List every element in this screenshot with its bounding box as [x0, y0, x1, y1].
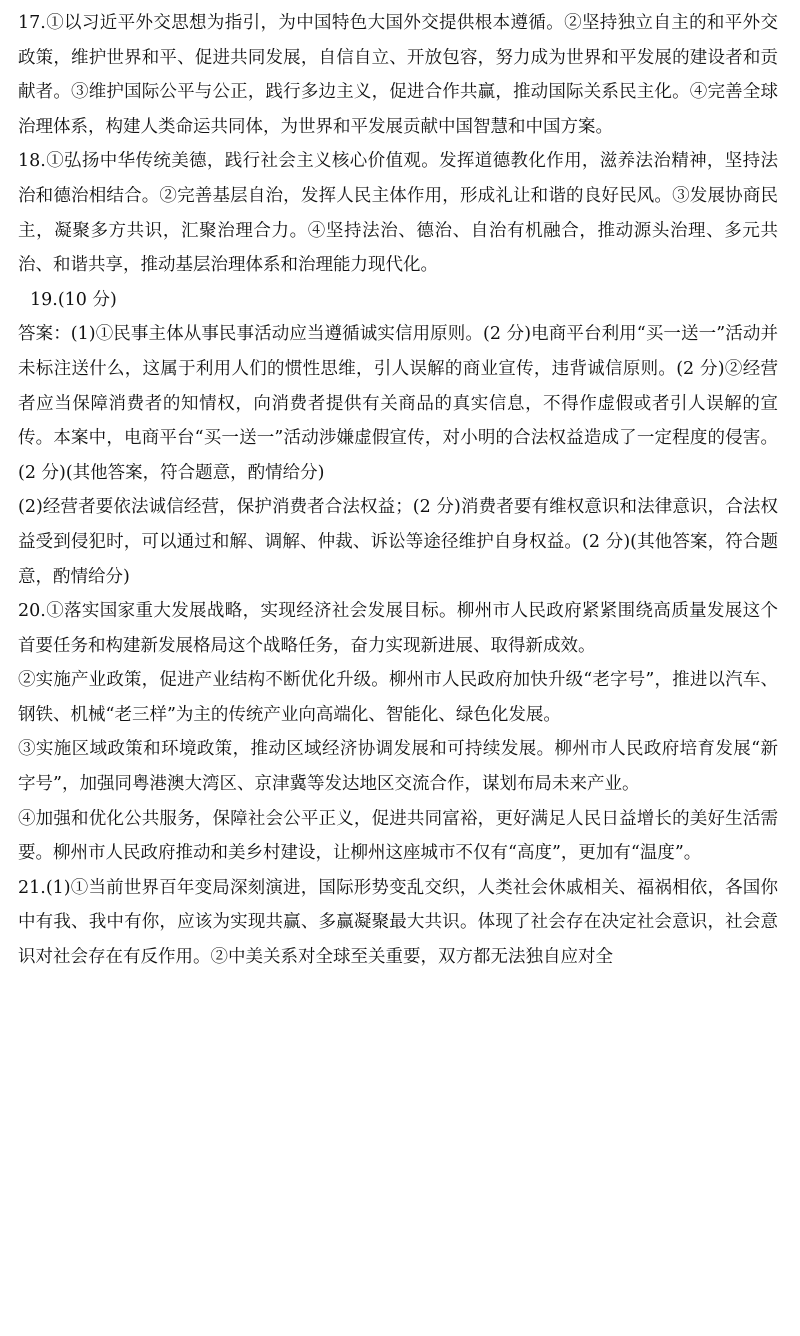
answer-19-part1-paragraph: 答案：(1)①民事主体从事民事活动应当遵循诚实信用原则。(2 分)电商平台利用“买一送一”活动并未标注送什么，这属于利用人们的惯性思维，引人误解的商业宣传，违背诚信原则。(2 分)②经营者应当保障消费者的知情权，向消费者提供有关商品的真实信息，不得作虚假或者引人误解的宣传。本案中，电商平台“买一送一”活动涉嫌虚假宣传，对小明的合法权益造成了一定程度的侵害。(2 分)(其他答案，符合题意，酌情给分)	[18, 324, 778, 483]
answer-19-part2-paragraph: (2)经营者要依法诚信经营，保护消费者合法权益；(2 分)消费者要有维权意识和法律意识，合法权益受到侵犯时，可以通过和解、调解、仲裁、诉讼等途径维护自身权益。(2 分)(其他答案，符合题意，酌情给分)	[18, 497, 778, 587]
answer-20-paragraph-1: 20.①落实国家重大发展战略，实现经济社会发展目标。柳州市人民政府紧紧围绕高质量发展这个首要任务和构建新发展格局这个战略任务，奋力实现新进展、取得新成效。	[18, 601, 778, 656]
answer-18-paragraph: 18.①弘扬中华传统美德，践行社会主义核心价值观。发挥道德教化作用，滋养法治精神，坚持法治和德治相结合。②完善基层自治，发挥人民主体作用，形成礼让和谐的良好民风。③发展协商民主，凝聚多方共识，汇聚治理合力。④坚持法治、德治、自治有机融合，推动源头治理、多元共治、和谐共享，推动基层治理体系和治理能力现代化。	[18, 151, 778, 276]
question-19-heading: 19.(10 分)	[30, 289, 117, 310]
answer-20-paragraph-4: ④加强和优化公共服务，保障社会公平正义，促进共同富裕，更好满足人民日益增长的美好生活需要。柳州市人民政府推动和美乡村建设，让柳州这座城市不仅有“高度”，更加有“温度”。	[18, 808, 778, 864]
answer-20-paragraph-3: ③实施区域政策和环境政策，推动区域经济协调发展和可持续发展。柳州市人民政府培育发展“新字号”，加强同粤港澳大湾区、京津冀等发达地区交流合作，谋划布局未来产业。	[18, 739, 778, 795]
answer-17-paragraph: 17.①以习近平外交思想为指引，为中国特色大国外交提供根本遵循。②坚持独立自主的和平外交政策，维护世界和平、促进共同发展，自信自立、开放包容，努力成为世界和平发展的建设者和贡献者。③维护国际公平与公正，践行多边主义，促进合作共赢，推动国际关系民主化。④完善全球治理体系，构建人类命运共同体，为世界和平发展贡献中国智慧和中国方案。	[18, 13, 778, 137]
answer-20-paragraph-2: ②实施产业政策，促进产业结构不断优化升级。柳州市人民政府加快升级“老字号”，推进以汽车、钢铁、机械“老三样”为主的传统产业向高端化、智能化、绿色化发展。	[18, 670, 778, 725]
answer-21-paragraph: 21.(1)①当前世界百年变局深刻演进，国际形势变乱交织，人类社会休戚相关、福祸相依，各国你中有我、我中有你，应该为实现共赢、多赢凝聚最大共识。体现了社会存在决定社会意识，社会意识对社会存在有反作用。②中美关系对全球至关重要，双方都无法独自应对全	[18, 877, 778, 968]
